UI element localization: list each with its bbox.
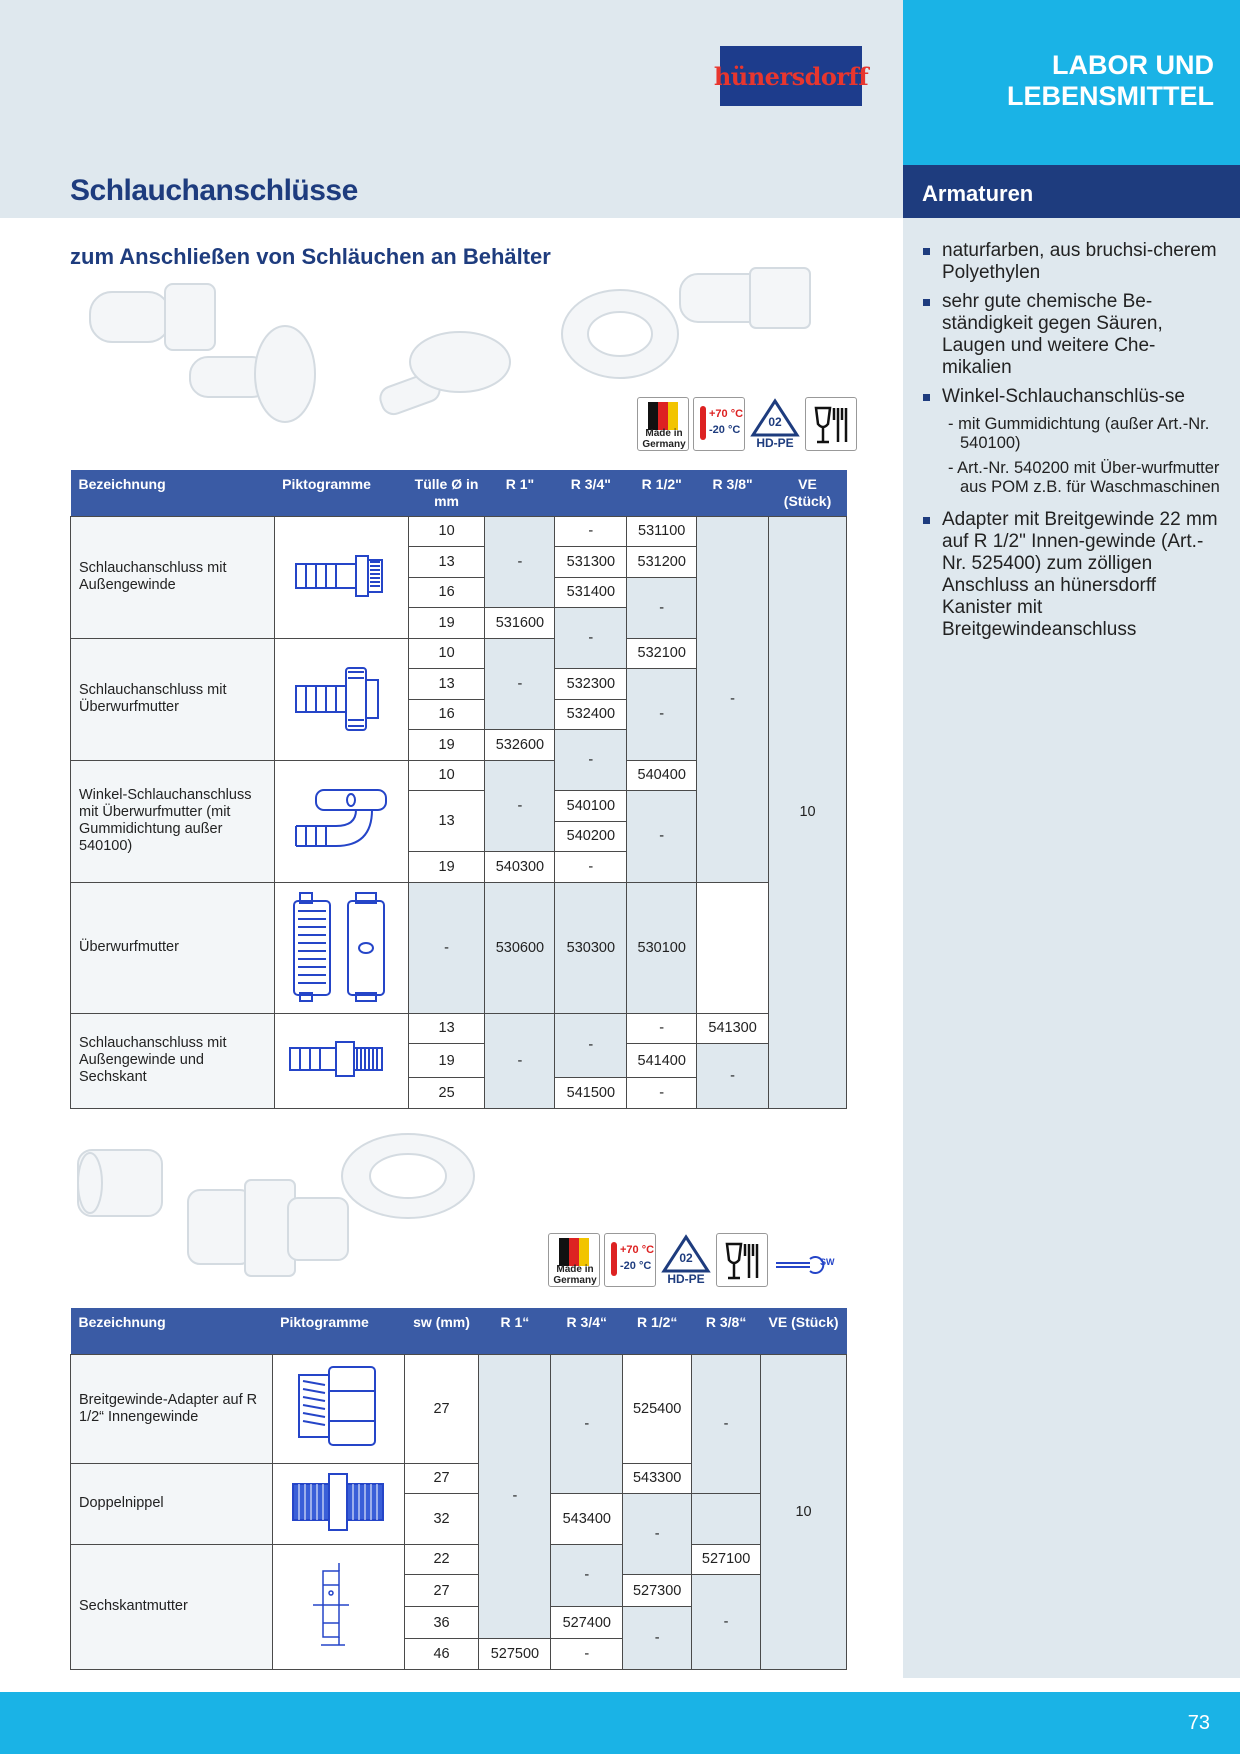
pictogram-row-1 — [637, 397, 857, 451]
header-r1: R 1" — [485, 470, 555, 516]
header-r1: R 1“ — [479, 1308, 551, 1354]
product-name: Schlauchanschluss mit Außengewinde und Sechskant — [71, 1013, 275, 1108]
header-r34: R 3/4“ — [551, 1308, 623, 1354]
recycle-hdpe-icon: 02 HD-PE — [660, 1233, 712, 1287]
product-name: Schlauchanschluss mit Überwurfmutter — [71, 638, 275, 760]
page-title: Schlauchanschlüsse — [70, 174, 358, 207]
header-bezeichnung: Bezeichnung — [71, 1308, 273, 1354]
product-name: Sechskantmutter — [71, 1544, 273, 1669]
header-tuelle: Tülle Ø in mm — [408, 470, 485, 516]
product-name: Schlauchanschluss mit Außengewinde — [71, 516, 275, 638]
header-ve: VE (Stück) — [761, 1308, 847, 1354]
pictogram-row-2 — [548, 1233, 842, 1287]
wrench-sw-icon: SW — [772, 1233, 842, 1287]
hose-connector-nut-pictogram — [274, 638, 408, 760]
feature-item: naturfarben, aus bruchsi-cherem Polyethylen — [921, 240, 1220, 284]
bullet-icon — [923, 248, 930, 255]
category-line2: LEBENSMITTEL — [1007, 81, 1214, 111]
product-name: Doppelnippel — [71, 1463, 273, 1544]
header-r12: R 1/2" — [627, 470, 697, 516]
header-sw: sw (mm) — [404, 1308, 479, 1354]
product-name: Überwurfmutter — [71, 882, 275, 1013]
page-subtitle: zum Anschließen von Schläuchen an Behälter — [70, 244, 551, 269]
feature-item: Adapter mit Breitgewinde 22 mm auf R 1/2" Innen-gewinde (Art.-Nr. 525400) zum zölligen Anschluss an hünersdorff Kanister mit Breitgewindeanschluss — [921, 509, 1220, 641]
hex-connector-pictogram — [274, 1013, 408, 1108]
made-in-germany-icon: Made in Germany — [637, 397, 689, 451]
footer-bar — [0, 1692, 1240, 1754]
wide-thread-adapter-pictogram — [272, 1354, 404, 1463]
food-safe-icon — [716, 1233, 768, 1287]
temperature-icon: +70 °C -20 °C — [693, 397, 745, 451]
header-r38: R 3/8" — [697, 470, 769, 516]
hex-nut-pictogram — [272, 1544, 404, 1669]
product-table-1: Bezeichnung Piktogramme Tülle Ø in mm R 1" R 3/4" R 1/2" R 3/8" VE (Stück) Schlauchanschluss mit Außengewinde 10 - - 531100 - 10 13 531300 531200 16 531400 - 19 531600 - Schlauchanschluss mit Überwurfmutter 10 - 532100 13 532300 - 16 532400 19 532600 - Winkel-Schlauchanschluss mit Überwurfmutter (mit Gummidichtung außer 540100) 10 - 540400 13 540100 - 540200 19 540300 - Überwurfmutter - 530600 530300 530100 Schlauchanschluss mit Außengewinde und Sechskant 13 - - - 541300 19 541400 - 25 541500 - — [70, 470, 847, 1109]
page-number: 73 — [1187, 1712, 1210, 1734]
bullet-icon — [923, 517, 930, 524]
hose-connector-thread-pictogram — [274, 516, 408, 638]
made-in-germany-icon: Made in Germany — [548, 1233, 600, 1287]
double-nipple-pictogram — [272, 1463, 404, 1544]
header-piktogramme: Piktogramme — [274, 470, 408, 516]
product-photo-bottom — [70, 1128, 550, 1288]
feature-item: sehr gute chemische Be-ständigkeit gegen Säuren, Laugen und weitere Che-mikalien — [921, 291, 1220, 379]
union-nut-pictogram — [274, 882, 408, 1013]
header-r34: R 3/4" — [555, 470, 627, 516]
product-name: Winkel-Schlauchanschluss mit Überwurfmutter (mit Gummidichtung außer 540100) — [71, 760, 275, 882]
header-ve: VE (Stück) — [769, 470, 847, 516]
feature-subitem: - mit Gummidichtung (außer Art.-Nr. 540100) — [948, 415, 1210, 452]
header-bezeichnung: Bezeichnung — [71, 470, 275, 516]
bullet-icon — [923, 299, 930, 306]
angle-connector-pictogram — [274, 760, 408, 882]
product-table-2: Bezeichnung Piktogramme sw (mm) R 1“ R 3/4“ R 1/2“ R 3/8“ VE (Stück) Breitgewinde-Adapter auf R 1/2“ Innengewinde 27 - - 525400 - 10 Doppelnippel 27 543300 32 543400 - Sechskantmutter 22 - 527100 27 527300 - 36 527400 - 46 527500 - — [70, 1308, 847, 1670]
product-name: Breitgewinde-Adapter auf R 1/2“ Innengewinde — [71, 1354, 273, 1463]
bullet-icon — [923, 394, 930, 401]
section-label: Armaturen — [903, 165, 1240, 218]
temperature-icon: +70 °C -20 °C — [604, 1233, 656, 1287]
food-safe-icon — [805, 397, 857, 451]
recycle-hdpe-icon: 02 HD-PE — [749, 397, 801, 451]
feature-subitem: - Art.-Nr. 540200 mit Über-wurfmutter aus POM z.B. für Waschmaschinen — [948, 459, 1220, 496]
category-box — [903, 0, 1240, 165]
feature-item: Winkel-Schlauchanschlüs-se — [921, 386, 1220, 408]
header-piktogramme: Piktogramme — [272, 1308, 404, 1354]
header-r12: R 1/2“ — [623, 1308, 692, 1354]
feature-sidebar — [903, 218, 1240, 1678]
header-r38: R 3/8“ — [692, 1308, 761, 1354]
category-line1: LABOR UND — [1052, 50, 1214, 80]
brand-logo: hünersdorff — [720, 46, 862, 106]
